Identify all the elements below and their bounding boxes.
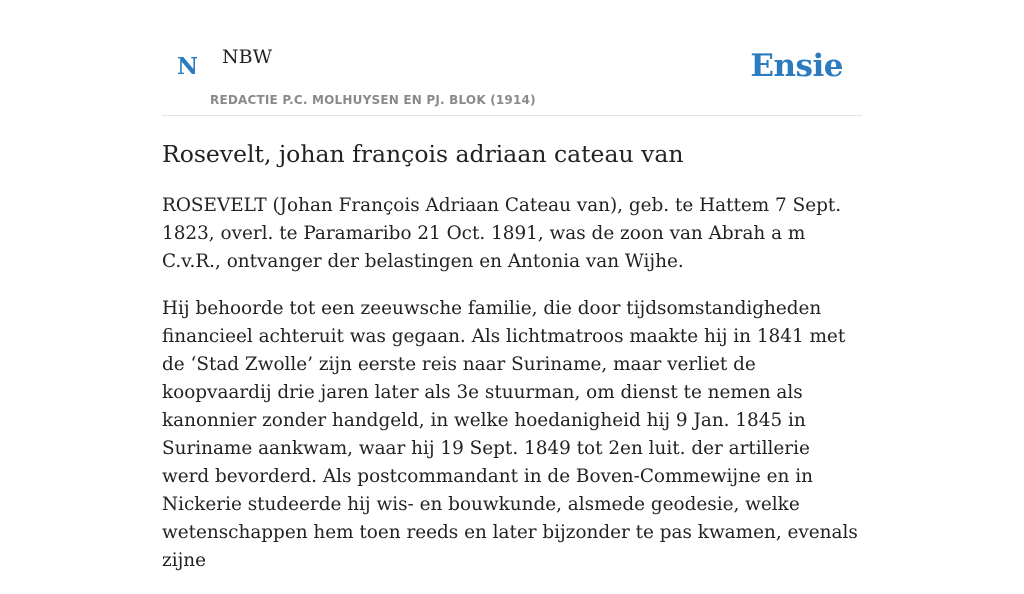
- article: [162, 138, 862, 594]
- page-title: Rosevelt, johan françois adriaan cateau van: [162, 140, 684, 168]
- brand-logo-link[interactable]: Ensie: [750, 48, 843, 84]
- article-paragraph: ROSEVELT (Johan François Adriaan Cateau van), geb. te Hattem 7 Sept. 1823, overl. te Paramaribo 21 Oct. 1891, was de zoon van Abrah a m C.v.R., ontvanger der belastingen en Antonia van Wijhe.: [162, 195, 842, 272]
- source-logo[interactable]: N: [177, 53, 199, 80]
- source-subtitle: REDACTIE P.C. MOLHUYSEN EN PJ. BLOK (1914): [210, 93, 536, 107]
- source-header: [162, 0, 862, 116]
- source-title[interactable]: NBW: [222, 46, 273, 68]
- article-paragraph: Hij behoorde tot een zeeuwsche familie, die door tijdsomstandigheden financieel achteruit was gegaan. Als lichtmatroos maakte hij in 1841 met de ‘Stad Zwolle’ zijn eerste reis naar Suriname, maar verliet de koopvaardij drie jaren later als 3e stuurman, om dienst te nemen als kanonnier zonder handgeld, in welke hoedanigheid hij 9 Jan. 1845 in Suriname aankwam, waar hij 19 Sept. 1849 tot 2en luit. der artillerie werd bevorderd. Als postcommandant in de Boven-Commewijne en in Nickerie studeerde hij wis- en bouwkunde, alsmede geodesie, welke wetenschappen hem toen reeds en later bijzonder te pas kwamen, evenals zijne: [162, 298, 858, 571]
